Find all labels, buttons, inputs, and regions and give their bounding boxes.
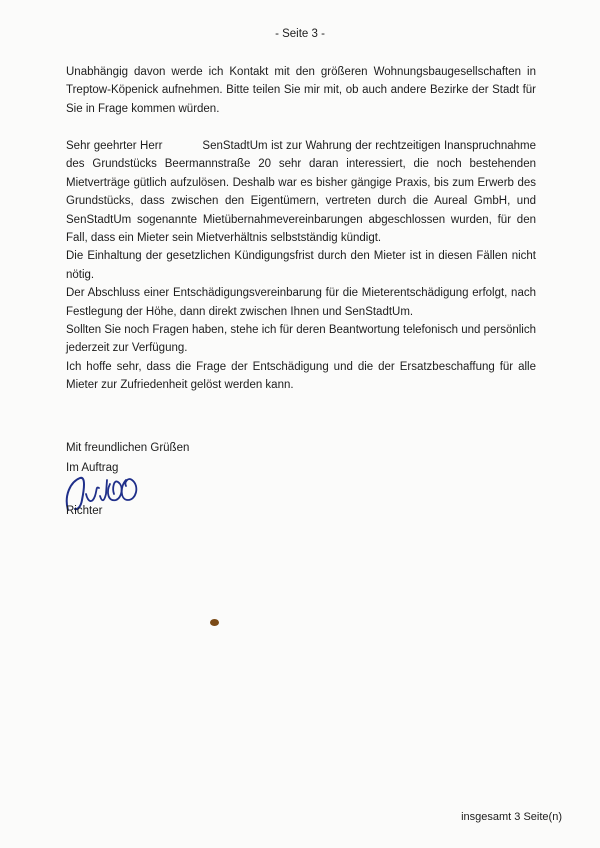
main-paragraph bbox=[66, 137, 536, 247]
notice-paragraph: Die Einhaltung der gesetzlichen Kündigungsfrist durch den Mieter ist in diesen Fällen nicht nötig. bbox=[66, 250, 536, 281]
questions-paragraph: Sollten Sie noch Fragen haben, stehe ich für deren Beantwortung telefonisch und persönlich jederzeit zur Verfügung. bbox=[66, 324, 536, 355]
intro-paragraph: Unabhängig davon werde ich Kontakt mit den größeren Wohnungsbaugesellschaften in Treptow-Köpenick aufnehmen. Bitte teilen Sie mir mit, ob auch andere Bezirke der Stadt für Sie in Frage kommen würden. bbox=[66, 66, 536, 115]
closing-greeting: Mit freundlichen Grüßen bbox=[66, 442, 190, 454]
paper-stain bbox=[210, 619, 219, 626]
letter-body bbox=[66, 137, 536, 395]
total-pages-note: insgesamt 3 Seite(n) bbox=[461, 811, 562, 823]
signer-name: Richter bbox=[66, 505, 103, 517]
on-behalf-line: Im Auftrag bbox=[66, 462, 119, 474]
compensation-paragraph: Der Abschluss einer Entschädigungsvereinbarung für die Mieterentschädigung erfolgt, nach Festlegung der Höhe, dann direkt zwischen Ihnen und SenStadtUm. bbox=[66, 287, 536, 318]
hope-paragraph: Ich hoffe sehr, dass die Frage der Entschädigung und die der Ersatzbeschaffung für alle Mieter zur Zufriedenheit gelöst werden kann. bbox=[66, 360, 536, 392]
page-number: - Seite 3 - bbox=[275, 28, 325, 40]
salutation: Sehr geehrter Herr bbox=[66, 140, 163, 152]
main-paragraph-text: SenStadtUm ist zur Wahrung der rechtzeitigen Inanspruchnahme des Grundstücks Beermannstraße 20 sehr daran interessiert, die noch bestehenden Mietverträge gütlich aufzulösen. Deshalb war es bisher gängige Praxis, bis zum Erwerb des Grundstücks, dass zwischen den Eigentümern, vertreten durch die Aureal GmbH, und SenStadtUm sogenannte Mietübernahmevereinbarungen abgeschlossen wurden, für den Fall, dass ein Mieter sein Mietverhältnis selbstständig kündigt. bbox=[66, 140, 537, 245]
